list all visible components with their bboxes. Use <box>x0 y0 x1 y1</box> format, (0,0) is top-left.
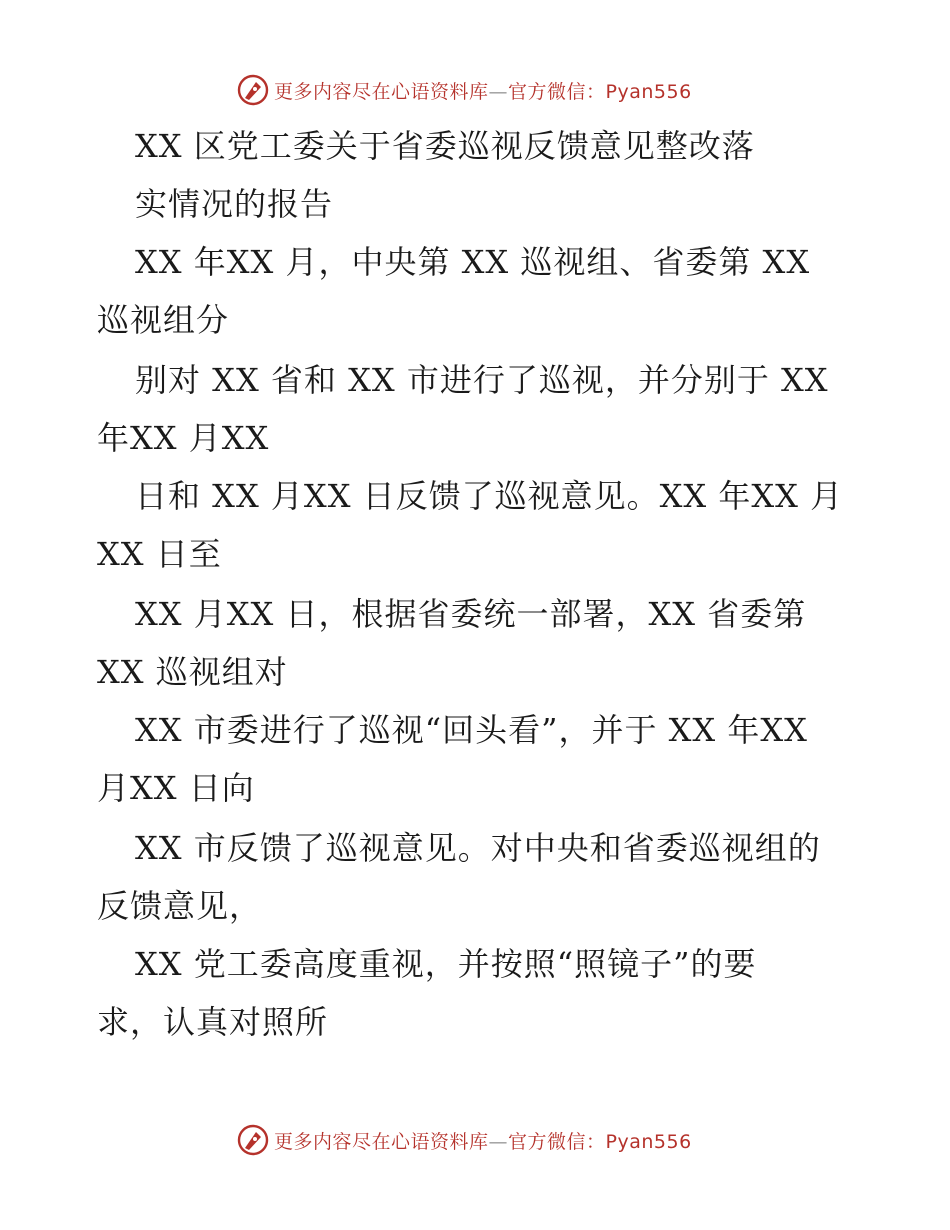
document-title-line-1: XX 区党工委关于省委巡视反馈意见整改落 <box>135 127 755 165</box>
paragraph-line: 反馈意见， <box>97 887 263 925</box>
paragraph-line: 求，认真对照所 <box>97 1003 329 1041</box>
paragraph-line: 年XX 月XX <box>97 419 270 457</box>
paragraph-line: XX 日至 <box>97 535 222 573</box>
footer-watermark <box>236 1123 692 1157</box>
paragraph-line: XX 年XX 月，中央第 XX 巡视组、省委第 XX <box>135 243 811 281</box>
paragraph-line: XX 市反馈了巡视意见。对中央和省委巡视组的 <box>135 829 821 867</box>
watermark-separator: — <box>488 1130 509 1153</box>
paragraph-line: 月XX 日向 <box>97 769 255 807</box>
header-watermark <box>236 73 692 107</box>
pen-nib-circle-icon <box>236 1123 270 1157</box>
paragraph-line: XX 巡视组对 <box>97 653 288 691</box>
watermark-brand: 更多内容尽在心语资料库 <box>274 1130 489 1153</box>
paragraph-line: XX 党工委高度重视，并按照“照镜子”的要 <box>135 945 757 983</box>
paragraph-line: 日和 XX 月XX 日反馈了巡视意见。XX 年XX 月 <box>135 477 844 515</box>
watermark-contact: 官方微信：Pyan556 <box>508 1130 692 1153</box>
watermark-text <box>274 77 692 104</box>
watermark-brand: 更多内容尽在心语资料库 <box>274 80 489 103</box>
watermark-separator: — <box>488 80 509 103</box>
watermark-text <box>274 1127 692 1154</box>
paragraph-line: 巡视组分 <box>97 301 230 339</box>
paragraph-line: XX 市委进行了巡视“回头看”，并于 XX 年XX <box>135 711 808 749</box>
pen-nib-circle-icon <box>236 73 270 107</box>
paragraph-line: XX 月XX 日，根据省委统一部署，XX 省委第 <box>135 595 807 633</box>
paragraph-line: 别对 XX 省和 XX 市进行了巡视，并分别于 XX <box>135 361 829 399</box>
document-title-line-2: 实情况的报告 <box>135 185 334 223</box>
watermark-contact: 官方微信：Pyan556 <box>508 80 692 103</box>
